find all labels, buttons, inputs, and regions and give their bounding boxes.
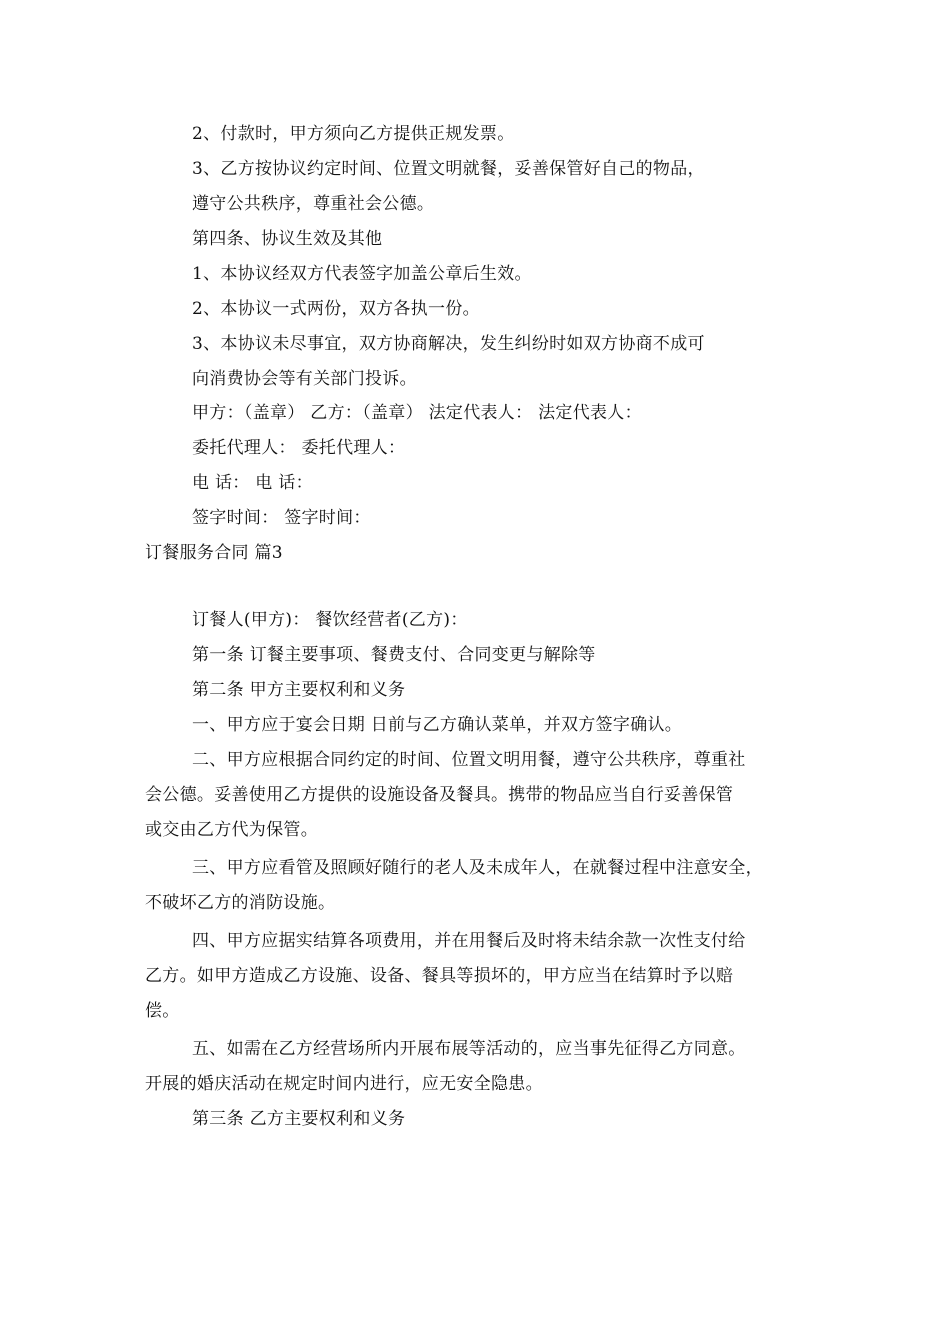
document-title: 订餐服务合同 篇3: [145, 543, 283, 563]
paragraph-line: 会公德。妥善使用乙方提供的设施设备及餐具。携带的物品应当自行妥善保管: [145, 785, 734, 805]
section-heading: 第三条 乙方主要权利和义务: [192, 1109, 406, 1129]
paragraph-line: 3、乙方按协议约定时间、位置文明就餐，妥善保管好自己的物品，: [192, 159, 705, 179]
section-heading: 第四条、协议生效及其他: [192, 229, 383, 249]
paragraph-line: 五、如需在乙方经营场所内开展布展等活动的，应当事先征得乙方同意。: [192, 1039, 746, 1059]
signature-line: 签字时间： 签字时间：: [192, 508, 371, 528]
paragraph-line: 四、甲方应据实结算各项费用，并在用餐后及时将未结余款一次性支付给: [192, 931, 746, 951]
paragraph-line: 三、甲方应看管及照顾好随行的老人及未成年人，在就餐过程中注意安全，: [192, 858, 763, 878]
section-heading: 第一条 订餐主要事项、餐费支付、合同变更与解除等: [192, 645, 596, 665]
paragraph-line: 不破坏乙方的消防设施。: [145, 893, 336, 913]
paragraph-line: 一、甲方应于宴会日期 日前与乙方确认菜单，并双方签字确认。: [192, 715, 683, 735]
party-line: 订餐人(甲方)： 餐饮经营者(乙方)：: [192, 610, 468, 630]
paragraph-line: 3、本协议未尽事宜，双方协商解决，发生纠纷时如双方协商不成可: [192, 334, 705, 354]
paragraph-line: 2、付款时，甲方须向乙方提供正规发票。: [192, 124, 515, 144]
paragraph-line: 开展的婚庆活动在规定时间内进行，应无安全隐患。: [145, 1074, 543, 1094]
paragraph-line: 1、本协议经双方代表签字加盖公章后生效。: [192, 264, 532, 284]
paragraph-line: 遵守公共秩序，尊重社会公德。: [192, 194, 435, 214]
signature-line: 电 话： 电 话：: [192, 473, 313, 493]
paragraph-line: 向消费协会等有关部门投诉。: [192, 369, 417, 389]
paragraph-line: 偿。: [145, 1001, 180, 1021]
paragraph-line: 2、本协议一式两份，双方各执一份。: [192, 299, 480, 319]
paragraph-line: 二、甲方应根据合同约定的时间、位置文明用餐，遵守公共秩序，尊重社: [192, 750, 746, 770]
paragraph-line: 乙方。如甲方造成乙方设施、设备、餐具等损坏的，甲方应当在结算时予以赔: [145, 966, 734, 986]
paragraph-line: 或交由乙方代为保管。: [145, 820, 318, 840]
signature-line: 甲方：（盖章） 乙方：（盖章） 法定代表人： 法定代表人：: [192, 403, 642, 423]
section-heading: 第二条 甲方主要权利和义务: [192, 680, 406, 700]
signature-line: 委托代理人： 委托代理人：: [192, 438, 406, 458]
